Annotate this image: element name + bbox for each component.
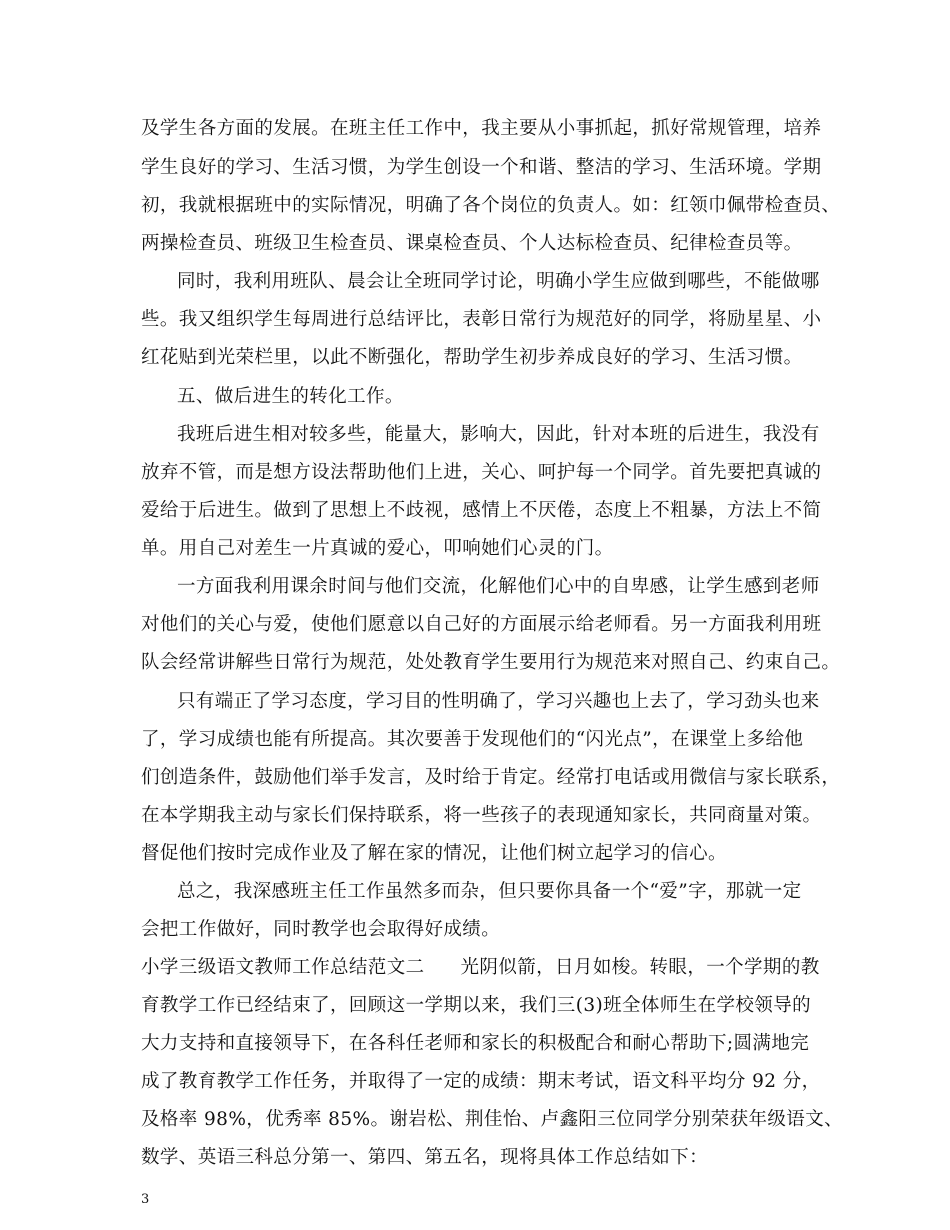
text-line: 及格率 98%，优秀率 85%。谢岩松、荆佳怡、卢鑫阳三位同学分别荣获年级语文、: [141, 1109, 844, 1130]
text-line: 总之，我深感班主任工作虽然多而杂，但只要你具备一个“爱”字，那就一定: [177, 881, 802, 902]
text-line: 只有端正了学习态度，学习目的性明确了，学习兴趣也上去了，学习劲头也来: [177, 691, 820, 712]
text-line: 同时，我利用班队、晨会让全班同学讨论，明确小学生应做到哪些，不能做哪: [177, 271, 820, 292]
text-line: 学生良好的学习、生活习惯，为学生创设一个和谐、整洁的学习、生活环境。学期: [141, 157, 822, 178]
text-line: 及学生各方面的发展。在班主任工作中，我主要从小事抓起，抓好常规管理，培养: [141, 118, 822, 139]
text-line: 爱给于后进生。做到了思想上不歧视，感情上不厌倦，态度上不粗暴，方法上不简: [141, 500, 822, 521]
text-line: 我班后进生相对较多些，能量大，影响大，因此，针对本班的后进生，我没有: [177, 424, 820, 445]
text-line: 会把工作做好，同时教学也会取得好成绩。: [141, 919, 501, 940]
text-line: 督促他们按时完成作业及了解在家的情况，让他们树立起学习的信心。: [141, 843, 727, 864]
text-line: 些。我又组织学生每周进行总结评比，表彰日常行为规范好的同学，将励星星、小: [141, 309, 822, 330]
text-line: 两操检查员、班级卫生检查员、课桌检查员、个人达标检查员、纪律检查员等。: [141, 233, 803, 254]
text-line: 放弃不管，而是想方设法帮助他们上进，关心、呵护每一个同学。首先要把真诚的: [141, 462, 822, 483]
document-title: 小学三级语文教师工作总结范文二: [141, 957, 425, 978]
page-number: 3: [141, 1192, 150, 1207]
text-line: 育教学工作已经结束了，回顾这一学期以来，我们三(3)班全体师生在学校领导的: [141, 995, 812, 1016]
title-line: [141, 957, 821, 979]
text-span: 光阴似箭，日月如梭。转眼，一个学期的教: [460, 957, 820, 978]
text-line: 数学、英语三科总分第一、第四、第五名，现将具体工作总结如下：: [141, 1147, 709, 1168]
section-heading: 五、做后进生的转化工作。: [177, 386, 404, 407]
text-line: 红花贴到光荣栏里，以此不断强化，帮助学生初步养成良好的学习、生活习惯。: [141, 347, 803, 368]
text-line: 在本学期我主动与家长们保持联系，将一些孩子的表现通知家长，共同商量对策。: [141, 805, 822, 826]
text-line: 初，我就根据班中的实际情况，明确了各个岗位的负责人。如：红领巾佩带检查员、: [141, 195, 841, 216]
text-line: 对他们的关心与爱，使他们愿意以自己好的方面展示给老师看。另一方面我利用班: [141, 614, 822, 635]
text-line: 队会经常讲解些日常行为规范，处处教育学生要用行为规范来对照自己、约束自己。: [141, 652, 841, 673]
text-line: 们创造条件，鼓励他们举手发言，及时给于肯定。经常打电话或用微信与家长联系，: [141, 767, 841, 788]
text-line: 单。用自己对差生一片真诚的爱心，叩响她们心灵的门。: [141, 538, 614, 559]
text-line: 了，学习成绩也能有所提高。其次要善于发现他们的“闪光点”，在课堂上多给他: [141, 729, 804, 750]
text-line: 大力支持和直接领导下，在各科任老师和家长的积极配合和耐心帮助下;圆满地完: [141, 1033, 810, 1054]
text-line: 一方面我利用课余时间与他们交流，化解他们心中的自卑感，让学生感到老师: [177, 576, 820, 597]
text-line: 成了教育教学工作任务，并取得了一定的成绩：期末考试，语文科平均分 92 分，: [141, 1071, 821, 1092]
